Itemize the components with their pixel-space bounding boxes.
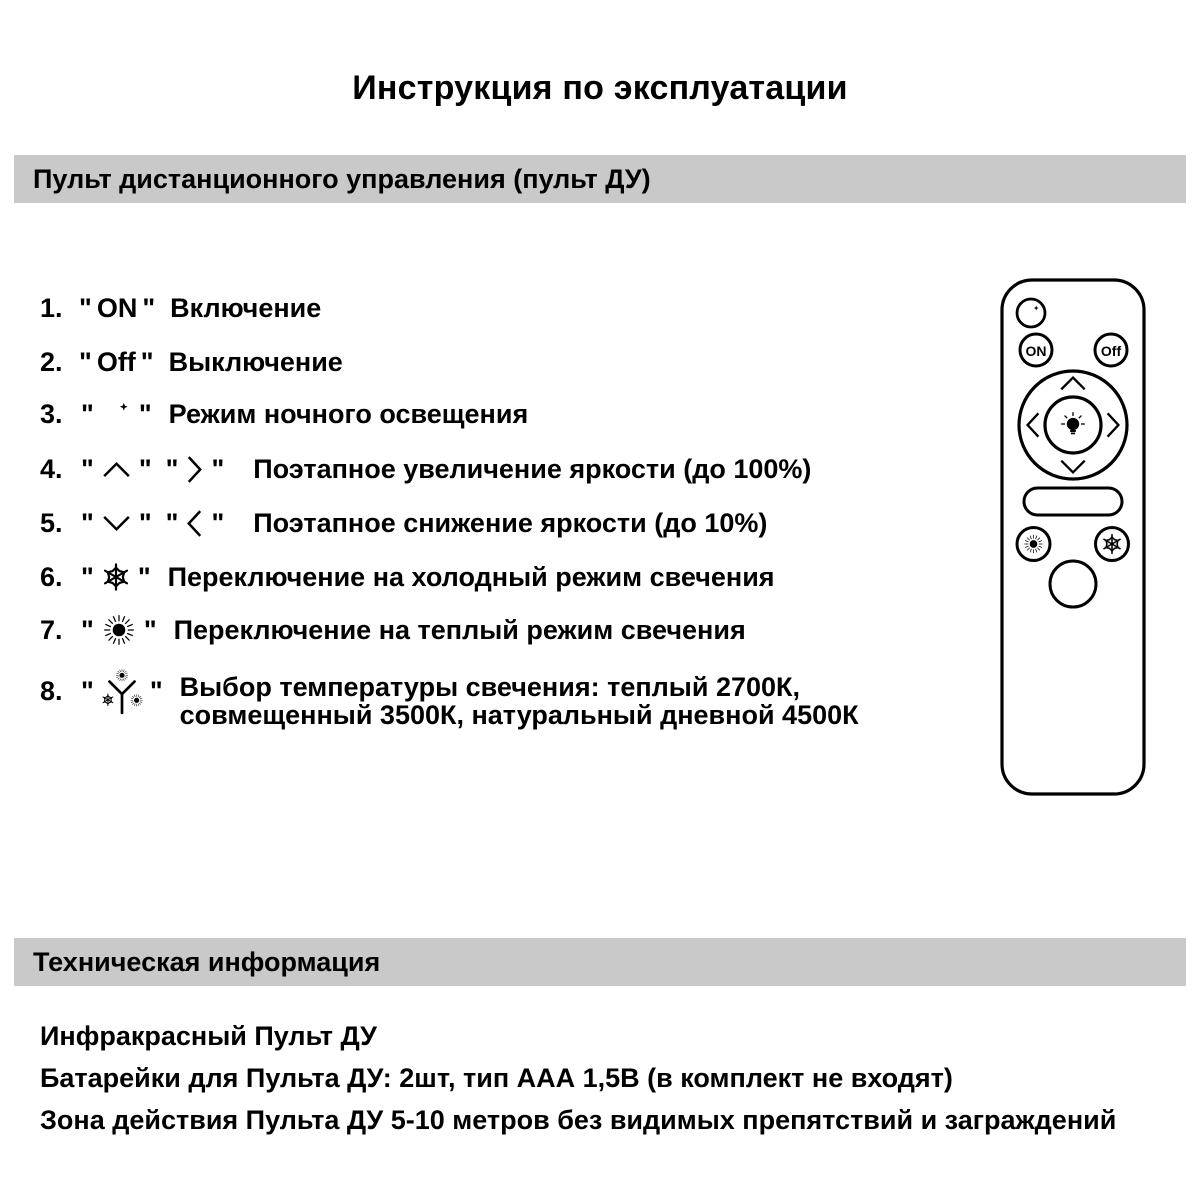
quote-mark: " bbox=[81, 398, 94, 429]
quote-mark: " bbox=[79, 292, 92, 323]
quote-mark: " bbox=[138, 398, 152, 429]
list-item-text-line1: Выбор температуры свечения: теплый 2700К, bbox=[179, 672, 800, 702]
list-item-text: Переключение на холодный режим свечения bbox=[167, 561, 775, 592]
quote-mark: " bbox=[143, 614, 157, 645]
list-item-on bbox=[40, 291, 321, 325]
chevron-left-icon bbox=[185, 508, 204, 539]
quote-mark: " bbox=[81, 507, 94, 538]
quote-mark: " bbox=[138, 507, 152, 538]
list-number: 4. bbox=[40, 453, 63, 484]
list-number: 1. bbox=[40, 292, 63, 323]
remote-round-button bbox=[1050, 561, 1096, 607]
list-item-text: Выключение bbox=[168, 346, 343, 377]
quote-mark: " bbox=[81, 561, 94, 592]
remote-on-label: ON bbox=[1025, 343, 1047, 359]
chevron-down-icon bbox=[101, 514, 132, 533]
quote-mark: " bbox=[211, 507, 225, 538]
list-number: 5. bbox=[40, 507, 63, 538]
quote-mark: " bbox=[211, 453, 225, 484]
list-item-text: Включение bbox=[170, 292, 322, 323]
quote-mark: " bbox=[81, 614, 94, 645]
section-heading-tech-label: Техническая информация bbox=[33, 946, 381, 977]
list-number: 3. bbox=[40, 398, 63, 429]
temperature-select-icon bbox=[101, 668, 143, 716]
section-heading-remote-label: Пульт дистанционного управления (пульт ДУ) bbox=[33, 163, 651, 194]
section-heading-remote bbox=[14, 155, 1186, 203]
remote-control-illustration bbox=[1000, 278, 1146, 796]
quote-mark: " bbox=[81, 676, 94, 706]
remote-cold-button bbox=[1096, 528, 1129, 561]
remote-dpad bbox=[1019, 371, 1127, 479]
list-number: 6. bbox=[40, 561, 63, 592]
quote-mark: " bbox=[165, 507, 179, 538]
list-item-text: Переключение на теплый режим свечения bbox=[173, 614, 746, 645]
list-item-temperature-select bbox=[40, 668, 859, 730]
quote-mark: " bbox=[137, 561, 151, 592]
list-item-off bbox=[40, 345, 343, 379]
remote-off-label: Off bbox=[1100, 343, 1122, 359]
remote-off-button bbox=[1095, 334, 1127, 366]
tech-info-line-range: Зона действия Пульта ДУ 5-10 метров без видимых препятствий и заграждений bbox=[40, 1104, 1117, 1135]
chevron-up-icon bbox=[101, 460, 132, 479]
list-item-text-line2: совмещенный 3500К, натуральный дневной 4500К bbox=[179, 700, 859, 730]
quote-mark: " bbox=[142, 292, 156, 323]
warm-sun-icon bbox=[101, 612, 137, 648]
list-item-brightness-up bbox=[40, 452, 811, 486]
quote-mark: " bbox=[140, 346, 154, 377]
list-item-text: Поэтапное увеличение яркости (до 100%) bbox=[253, 453, 812, 484]
quote-mark: " bbox=[165, 453, 179, 484]
chevron-right-icon bbox=[185, 454, 204, 485]
list-number: 2. bbox=[40, 346, 63, 377]
remote-pill-button bbox=[1024, 488, 1122, 515]
page-title: Инструкция по эксплуатации bbox=[352, 68, 848, 107]
list-item-brightness-down bbox=[40, 506, 767, 540]
tech-info-line-batteries: Батарейки для Пульта ДУ: 2шт, тип ААА 1,5В (в комплект не входят) bbox=[40, 1062, 953, 1093]
remote-night-button bbox=[1017, 299, 1045, 327]
quote-mark: " bbox=[138, 453, 152, 484]
tech-info-line-ir: Инфракрасный Пульт ДУ bbox=[40, 1020, 377, 1051]
list-item-night-mode bbox=[40, 397, 528, 431]
warm-sun-icon bbox=[1024, 535, 1042, 553]
list-item-text: Режим ночного освещения bbox=[168, 398, 529, 429]
remote-on-button bbox=[1020, 334, 1052, 366]
list-item-warm-mode bbox=[40, 613, 746, 647]
snowflake-icon bbox=[101, 562, 131, 592]
off-label: Off bbox=[96, 346, 136, 377]
moon-icon bbox=[101, 399, 132, 430]
list-number: 8. bbox=[40, 676, 63, 706]
list-number: 7. bbox=[40, 614, 63, 645]
list-item-text: Поэтапное снижение яркости (до 10%) bbox=[253, 507, 768, 538]
remote-warm-button bbox=[1017, 528, 1050, 561]
list-item-cold-mode bbox=[40, 560, 775, 594]
quote-mark: " bbox=[79, 346, 92, 377]
on-label: ON bbox=[96, 292, 138, 323]
quote-mark: " bbox=[81, 453, 94, 484]
quote-mark: " bbox=[149, 676, 163, 706]
section-heading-tech bbox=[14, 938, 1186, 986]
